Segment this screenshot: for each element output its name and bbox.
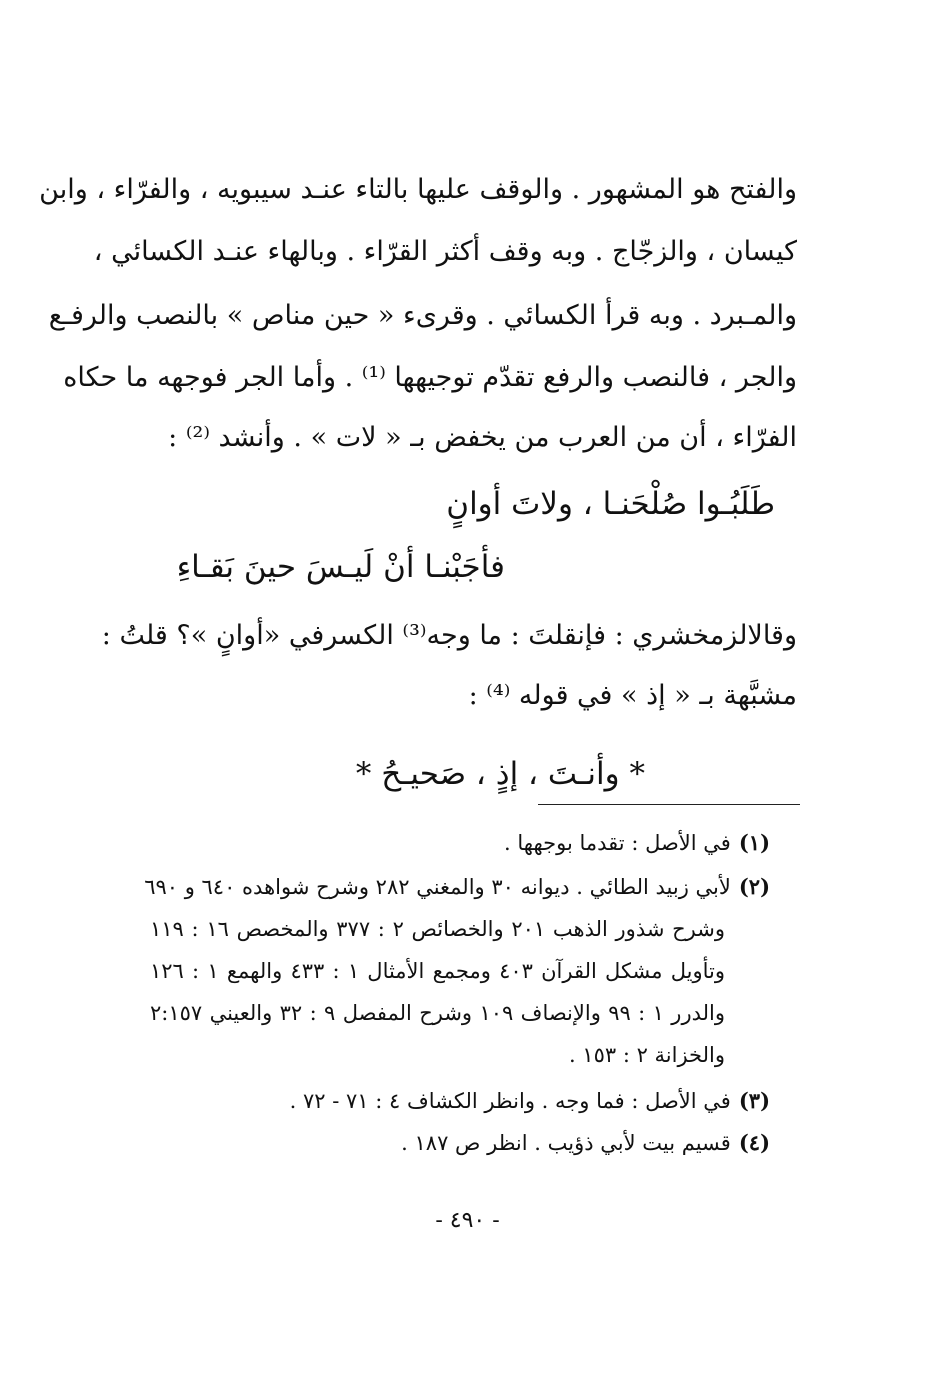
page-number: - ٤٩٠ - bbox=[435, 1208, 500, 1233]
footnote-3 bbox=[290, 1084, 770, 1118]
footnote-2-line-5: والخزانة ٢ : ١٥٣ . bbox=[568, 1043, 725, 1067]
footnote-2-line-4: والدرر ١ : ٩٩ والإنصاف ١٠٩ وشرح المفصل ٩ : ٣٢ والعيني ٢:١٥٧ bbox=[150, 1001, 725, 1025]
footnote-text: في الأصل : فما وجه . وانظر الكشاف ٤ : ٧١ - ٧٢ . bbox=[289, 1089, 731, 1113]
verse-1-line-1: طَلَبُـوا صُلْحَنـا ، ولاتَ أوانٍ bbox=[446, 486, 775, 522]
body-line-1: والفتح هو المشهور . والوقف عليها بالتاء عنـد سيبويه ، والفرّاء ، وابن bbox=[39, 174, 797, 205]
verse-1-line-2: فأجَبْنـا أنْ لَيـسَ حينَ بَقـاءِ bbox=[176, 549, 505, 585]
footnote-2 bbox=[144, 870, 770, 904]
footnote-number: (١) bbox=[738, 830, 770, 855]
footnote-4 bbox=[401, 1126, 770, 1160]
body-line-2: كيسان ، والزجّاج . وبه وقف أكثر القرّاء . وبالهاء عنـد الكسائي ، bbox=[93, 236, 797, 267]
footnote-number: (٢) bbox=[738, 874, 770, 899]
footnote-text: في الأصل : تقدما بوجهها . bbox=[504, 831, 731, 855]
verse-2: * وأنـتَ ، إذٍ ، صَحيـحُ * bbox=[355, 756, 645, 792]
body-line-3: والمـبرد . وبه قرأ الكسائي . وقرىء « حين مناص » بالنصب والرفـع bbox=[48, 300, 797, 331]
body-line-5: الفرّاء ، أن من العرب من يخفض بـ « لات » . وأنشد ⁽²⁾ : bbox=[168, 422, 797, 453]
footnote-1 bbox=[504, 826, 770, 860]
footnote-separator bbox=[538, 804, 800, 805]
footnote-text: قسيم بيت لأبي ذؤيب . انظر ص ١٨٧ . bbox=[401, 1131, 731, 1155]
body-line-7: مشبَّهة بـ « إذ » في قوله ⁽⁴⁾ : bbox=[468, 680, 797, 711]
footnote-2-line-3: وتأويل مشكل القرآن ٤٠٣ ومجمع الأمثال ١ : ٤٣٣ والهمع ١ : ١٢٦ bbox=[150, 959, 726, 983]
footnote-number: (٤) bbox=[738, 1130, 770, 1155]
footnote-2-line-2: وشرح شذور الذهب ٢٠١ والخصائص ٢ : ٣٧٧ والمخصص ١٦ : ١١٩ bbox=[150, 917, 726, 941]
body-line-6: وقالالزمخشري : فإنقلتَ : ما وجه⁽³⁾ الكسرفي «أوانٍ »؟ قلتُ : bbox=[101, 620, 797, 651]
footnote-text: لأبي زبيد الطائي . ديوانه ٣٠ والمغني ٢٨٢ وشرح شواهده ٦٤٠ و ٦٩٠ bbox=[144, 875, 731, 899]
body-line-4: والجر ، فالنصب والرفع تقدّم توجيهها ⁽¹⁾ . وأما الجر فوجهه ما حكاه bbox=[63, 362, 797, 393]
footnote-number: (٣) bbox=[738, 1088, 770, 1113]
